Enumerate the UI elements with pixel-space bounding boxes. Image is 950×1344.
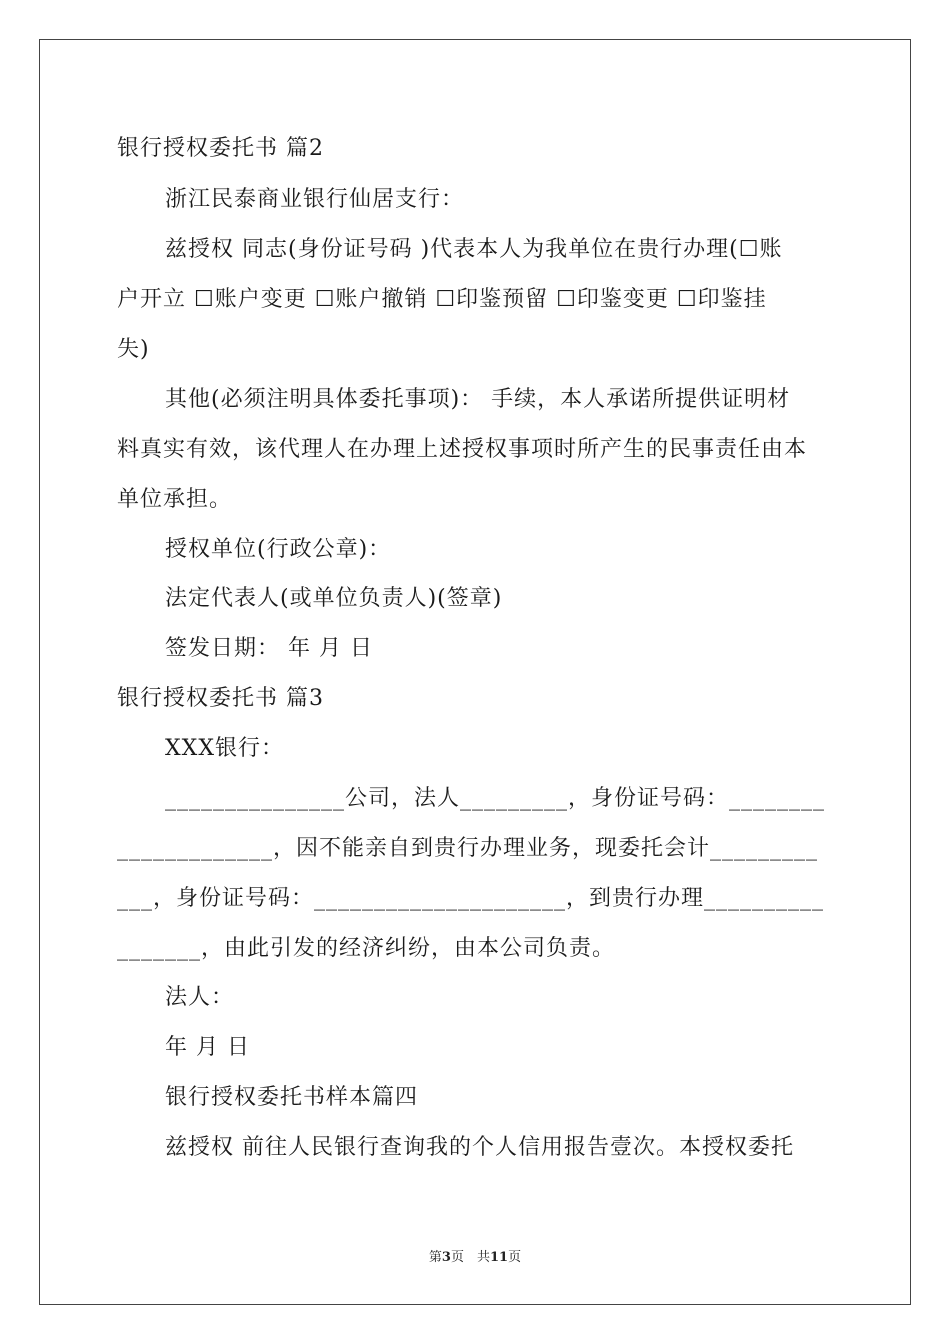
signature-field: 法人： <box>165 985 235 1010</box>
addressee: 浙江民泰商业银行仙居支行： <box>165 187 465 212</box>
section-heading: 银行授权委托书样本篇四 <box>165 1085 419 1110</box>
date-field: 年 月 日 <box>165 1035 250 1060</box>
paragraph-line: 料真实有效，该代理人在办理上述授权事项时所产生的民事责任由本 <box>117 437 808 462</box>
paragraph-line: _______________公司，法人_________，身份证号码：________ <box>165 786 826 811</box>
paragraph-line: ___，身份证号码：_____________________，到贵行办理__________ <box>117 886 825 911</box>
signature-field: 法定代表人(或单位负责人)(签章) <box>165 586 503 611</box>
page-border <box>39 39 911 1305</box>
section-heading: 银行授权委托书 篇3 <box>117 686 324 711</box>
paragraph-line: 单位承担。 <box>117 487 233 512</box>
section-heading: 银行授权委托书 篇2 <box>117 136 324 161</box>
footer-mid: 页 共 <box>450 1250 490 1265</box>
paragraph-line: 兹授权 同志(身份证号码 )代表本人为我单位在贵行办理(☐账 <box>165 237 783 262</box>
paragraph-line: _____________，因不能亲自到贵行办理业务，现委托会计_________ <box>117 836 819 861</box>
paragraph-line: 失) <box>117 337 150 362</box>
total-pages: 11 <box>489 1250 509 1265</box>
paragraph-line: 户开立 ☐账户变更 ☐账户撤销 ☐印鉴预留 ☐印鉴变更 ☐印鉴挂 <box>117 287 767 312</box>
signature-field: 授权单位(行政公章)： <box>165 537 392 562</box>
footer-suffix: 页 <box>508 1250 522 1265</box>
paragraph-line: 兹授权 前往人民银行查询我的个人信用报告壹次。本授权委托 <box>165 1135 794 1160</box>
paragraph-line: _______，由此引发的经济纠纷，由本公司负责。 <box>117 936 616 961</box>
footer-prefix: 第 <box>428 1250 442 1265</box>
paragraph-line: 其他(必须注明具体委托事项)： 手续，本人承诺所提供证明材 <box>165 387 791 412</box>
date-field: 签发日期： 年 月 日 <box>165 636 373 661</box>
page-number: 3 <box>441 1250 451 1265</box>
addressee: XXX银行： <box>165 736 284 761</box>
page-footer <box>0 1246 950 1265</box>
